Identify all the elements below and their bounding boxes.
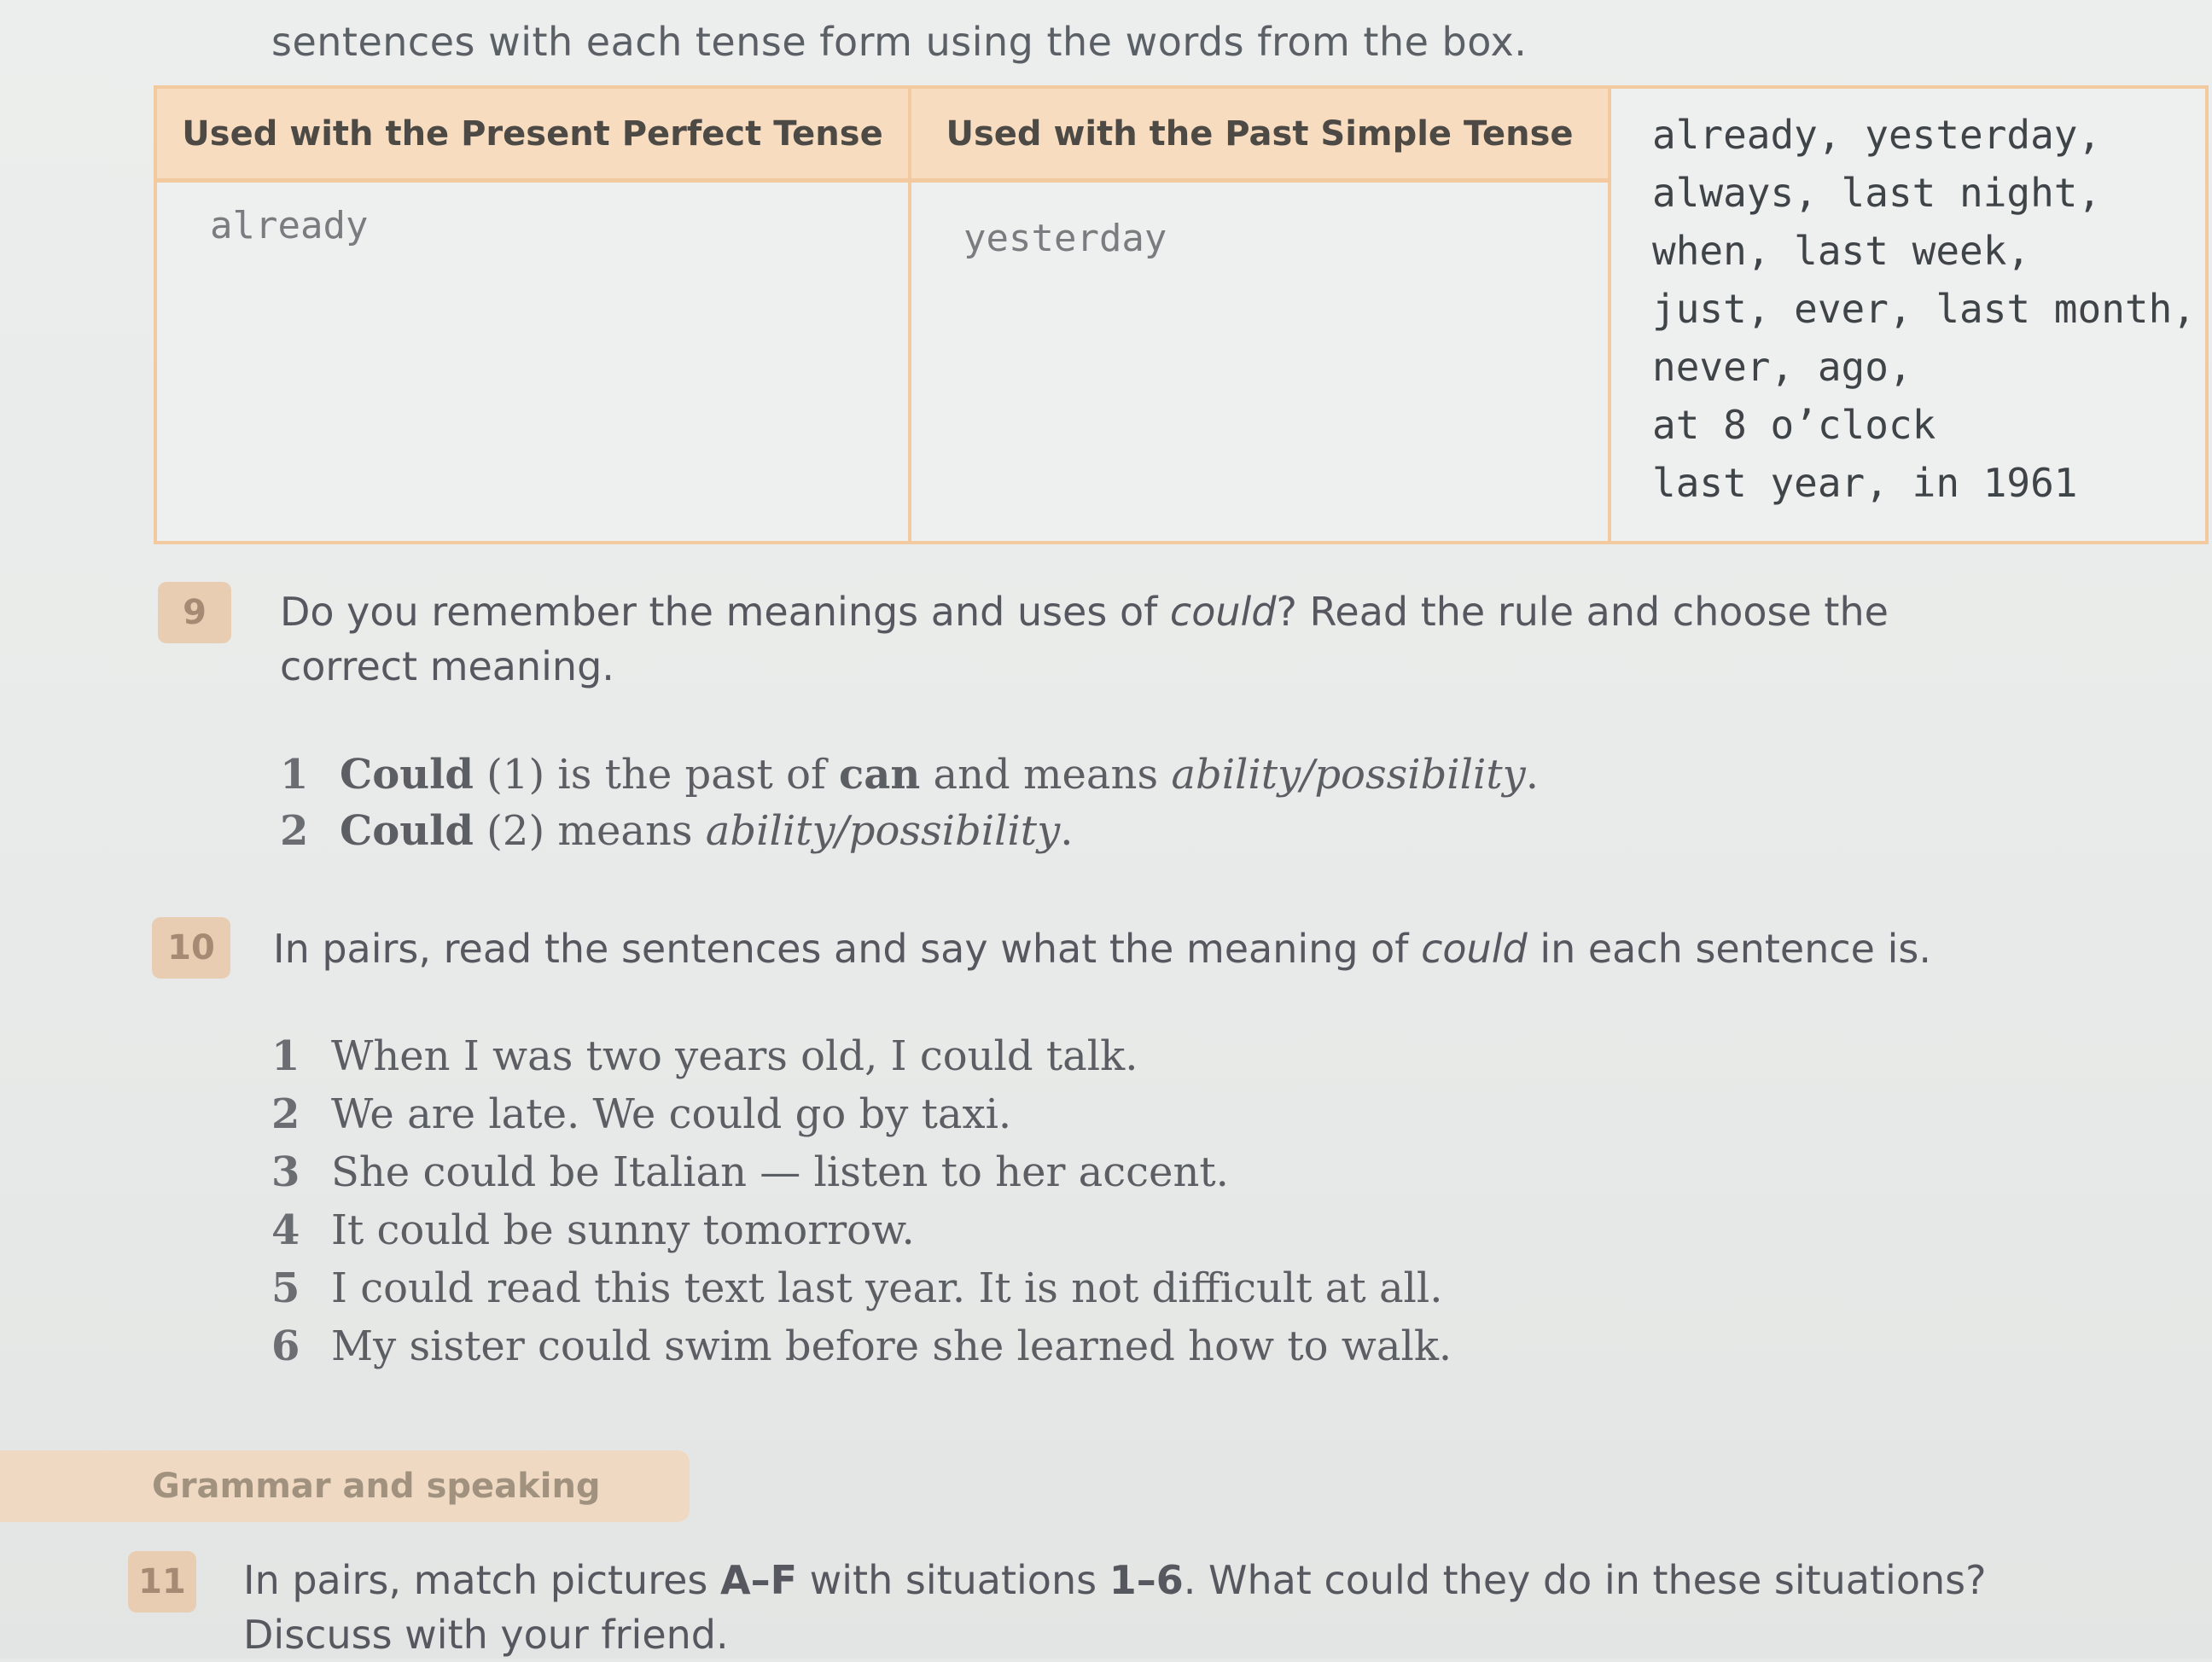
item-text-part: (2) means [473,807,706,855]
header-past-simple: Used with the Past Simple Tense [911,89,1608,178]
word-box [1652,106,2198,512]
word-box-line: when, last week, [1652,228,2031,274]
exercise-10-number: 10 [152,917,230,979]
item-text: She could be Italian — listen to her accent. [331,1148,1229,1196]
instruction-text: in each sentence is. [1540,926,1931,972]
item-number: 3 [271,1148,300,1196]
item-text [340,751,1539,799]
exercise-11-instruction [243,1553,2206,1662]
item-number: 1 [271,1032,300,1080]
item-text-part: . [1525,751,1540,799]
exercise-intro: sentences with each tense form using the words from the box. [271,19,1528,65]
example-past-simple: yesterday [963,217,1167,260]
item-text: It could be sunny tomorrow. [331,1206,915,1254]
item-text: When I was two years old, I could talk. [331,1032,1138,1080]
item-text: I could read this text last year. It is not difficult at all. [331,1264,1443,1312]
instruction-text: In pairs, read the sentences and say what the meaning of [273,926,1409,972]
word-box-line: just, ever, last month, [1652,286,2196,332]
item-text: We are late. We could go by taxi. [331,1090,1012,1138]
exercise-9-instruction [280,584,2157,694]
instruction-keyword: 1–6 [1109,1557,1184,1603]
item-choice: ability/possibility [1171,751,1526,799]
header-present-perfect: Used with the Present Perfect Tense [157,89,908,178]
exercise-11-number: 11 [128,1551,196,1613]
instruction-keyword: could [1421,926,1528,972]
instruction-text: ? Read the rule and choose the [1276,589,1889,635]
instruction-keyword: could [1169,589,1277,635]
word-box-line: already, yesterday, [1652,112,2102,158]
word-box-line: always, last night, [1652,170,2102,216]
item-number: 1 [280,751,309,799]
instruction-text: In pairs, match pictures [243,1557,720,1603]
column-divider-1 [908,89,911,541]
exercise-10-list [271,1032,2149,1391]
instruction-text: correct meaning. [280,643,614,689]
section-heading: Grammar and speaking [0,1450,690,1522]
instruction-text: with situations [797,1557,1109,1603]
exercise-9-list [280,751,2157,870]
instruction-text: Do you remember the meanings and uses of [280,589,1158,635]
instruction-text: Discuss with your friend. [243,1612,729,1658]
tense-table [154,85,2209,544]
item-keyword: Could [340,751,474,799]
item-number: 2 [280,807,309,855]
exercise-9-number: 9 [158,582,231,643]
word-box-line: never, ago, [1652,344,1912,390]
item-number: 5 [271,1264,300,1312]
item-text-part: and means [920,751,1172,799]
item-keyword: Could [340,807,474,855]
example-present-perfect: already [210,204,369,247]
column-divider-2 [1608,89,1611,541]
item-text: My sister could swim before she learned how to walk. [331,1322,1452,1370]
item-text-part: (1) is the past of [473,751,839,799]
item-text [340,807,1073,855]
exercise-10-instruction [273,921,2185,976]
word-box-line: at 8 o’clock [1652,402,1936,448]
item-choice: ability/possibility [705,807,1061,855]
item-number: 2 [271,1090,300,1138]
instruction-text: . What could they do in these situations? [1183,1557,1987,1603]
item-keyword: can [838,751,921,799]
item-number: 4 [271,1206,300,1254]
instruction-keyword: A–F [720,1557,798,1603]
item-number: 6 [271,1322,300,1370]
word-box-line: last year, in 1961 [1652,460,2078,506]
item-text-part: . [1060,807,1074,855]
header-divider [157,178,1608,183]
